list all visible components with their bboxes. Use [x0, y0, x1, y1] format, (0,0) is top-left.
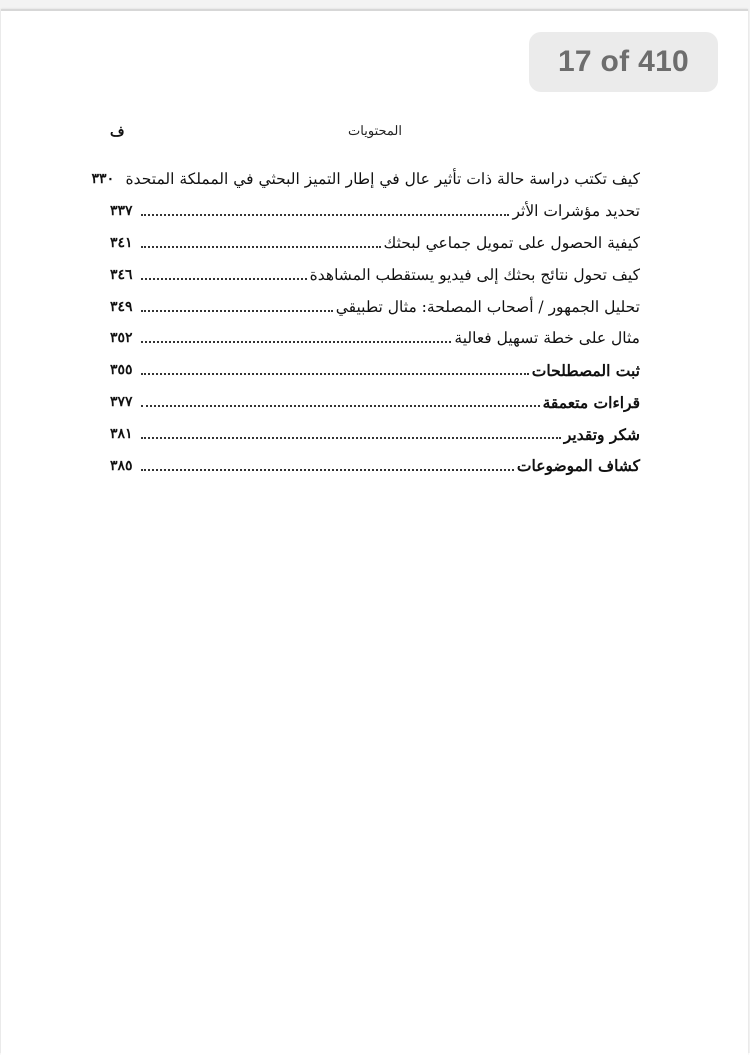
- toc-entry-title: تحليل الجمهور / أصحاب المصلحة: مثال تطبيقي: [335, 297, 640, 316]
- toc-entry-page: ٣٣٠: [91, 170, 115, 187]
- toc-entry-title: قراءات متعمقة: [542, 392, 640, 412]
- toc-entry[interactable]: [110, 354, 640, 386]
- toc-entry-title: شكر وتقدير: [563, 424, 640, 444]
- header-page-number: ف: [110, 124, 125, 140]
- toc-entry[interactable]: [110, 195, 640, 227]
- toc-entry[interactable]: [110, 259, 640, 291]
- toc-entry-page: ٣٥٥: [110, 362, 133, 379]
- page-counter-badge: 17 of 410: [529, 32, 718, 92]
- running-header: [110, 124, 640, 144]
- toc-entry[interactable]: [110, 418, 640, 450]
- toc-dot-leader: [141, 457, 514, 471]
- toc-entry[interactable]: [110, 227, 640, 259]
- toc-entry[interactable]: [110, 386, 640, 418]
- toc-entry-page: ٣٨٥: [110, 457, 133, 474]
- toc-entry-title: تحديد مؤشرات الأثر: [512, 201, 640, 220]
- toc-entry-page: ٣٧٧: [110, 394, 133, 411]
- toc-dot-leader: [141, 202, 509, 216]
- toc-entry-title: كشاف الموضوعات: [516, 456, 640, 476]
- toc-dot-leader: [141, 425, 561, 439]
- toc-dot-leader: [141, 234, 381, 248]
- toc-dot-leader: [141, 266, 307, 280]
- toc-entry-page: ٣٨١: [110, 426, 133, 443]
- toc-entry[interactable]: [110, 291, 640, 323]
- toc-entry-page: ٣٤٦: [110, 266, 133, 283]
- table-of-contents: [91, 163, 640, 482]
- toc-dot-leader: [141, 361, 529, 375]
- header-title: المحتويات: [348, 124, 402, 139]
- toc-entry-title: كيف تكتب دراسة حالة ذات تأثير عال في إطار التميز البحثي في المملكة المتحدة: [125, 169, 640, 188]
- toc-entry-page: ٣٣٧: [110, 202, 133, 219]
- toc-entry-page: ٣٥٢: [110, 330, 133, 347]
- toc-entry[interactable]: [110, 450, 640, 482]
- toc-entry-title: كيف تحول نتائج بحثك إلى فيديو يستقطب المشاهدة: [309, 265, 640, 284]
- toc-entry-title: مثال على خطة تسهيل فعالية: [454, 329, 640, 348]
- toc-entry-title: كيفية الحصول على تمويل جماعي لبحثك: [383, 233, 640, 252]
- toc-entry-page: ٣٤٩: [110, 298, 133, 315]
- toc-entry[interactable]: [110, 322, 640, 354]
- toc-dot-leader: [141, 298, 333, 312]
- toc-entry-page: ٣٤١: [110, 234, 133, 251]
- toc-dot-leader: [141, 329, 451, 343]
- toc-entry-title: ثبت المصطلحات: [531, 360, 640, 380]
- toc-entry[interactable]: [91, 163, 640, 195]
- toc-dot-leader: [141, 393, 540, 407]
